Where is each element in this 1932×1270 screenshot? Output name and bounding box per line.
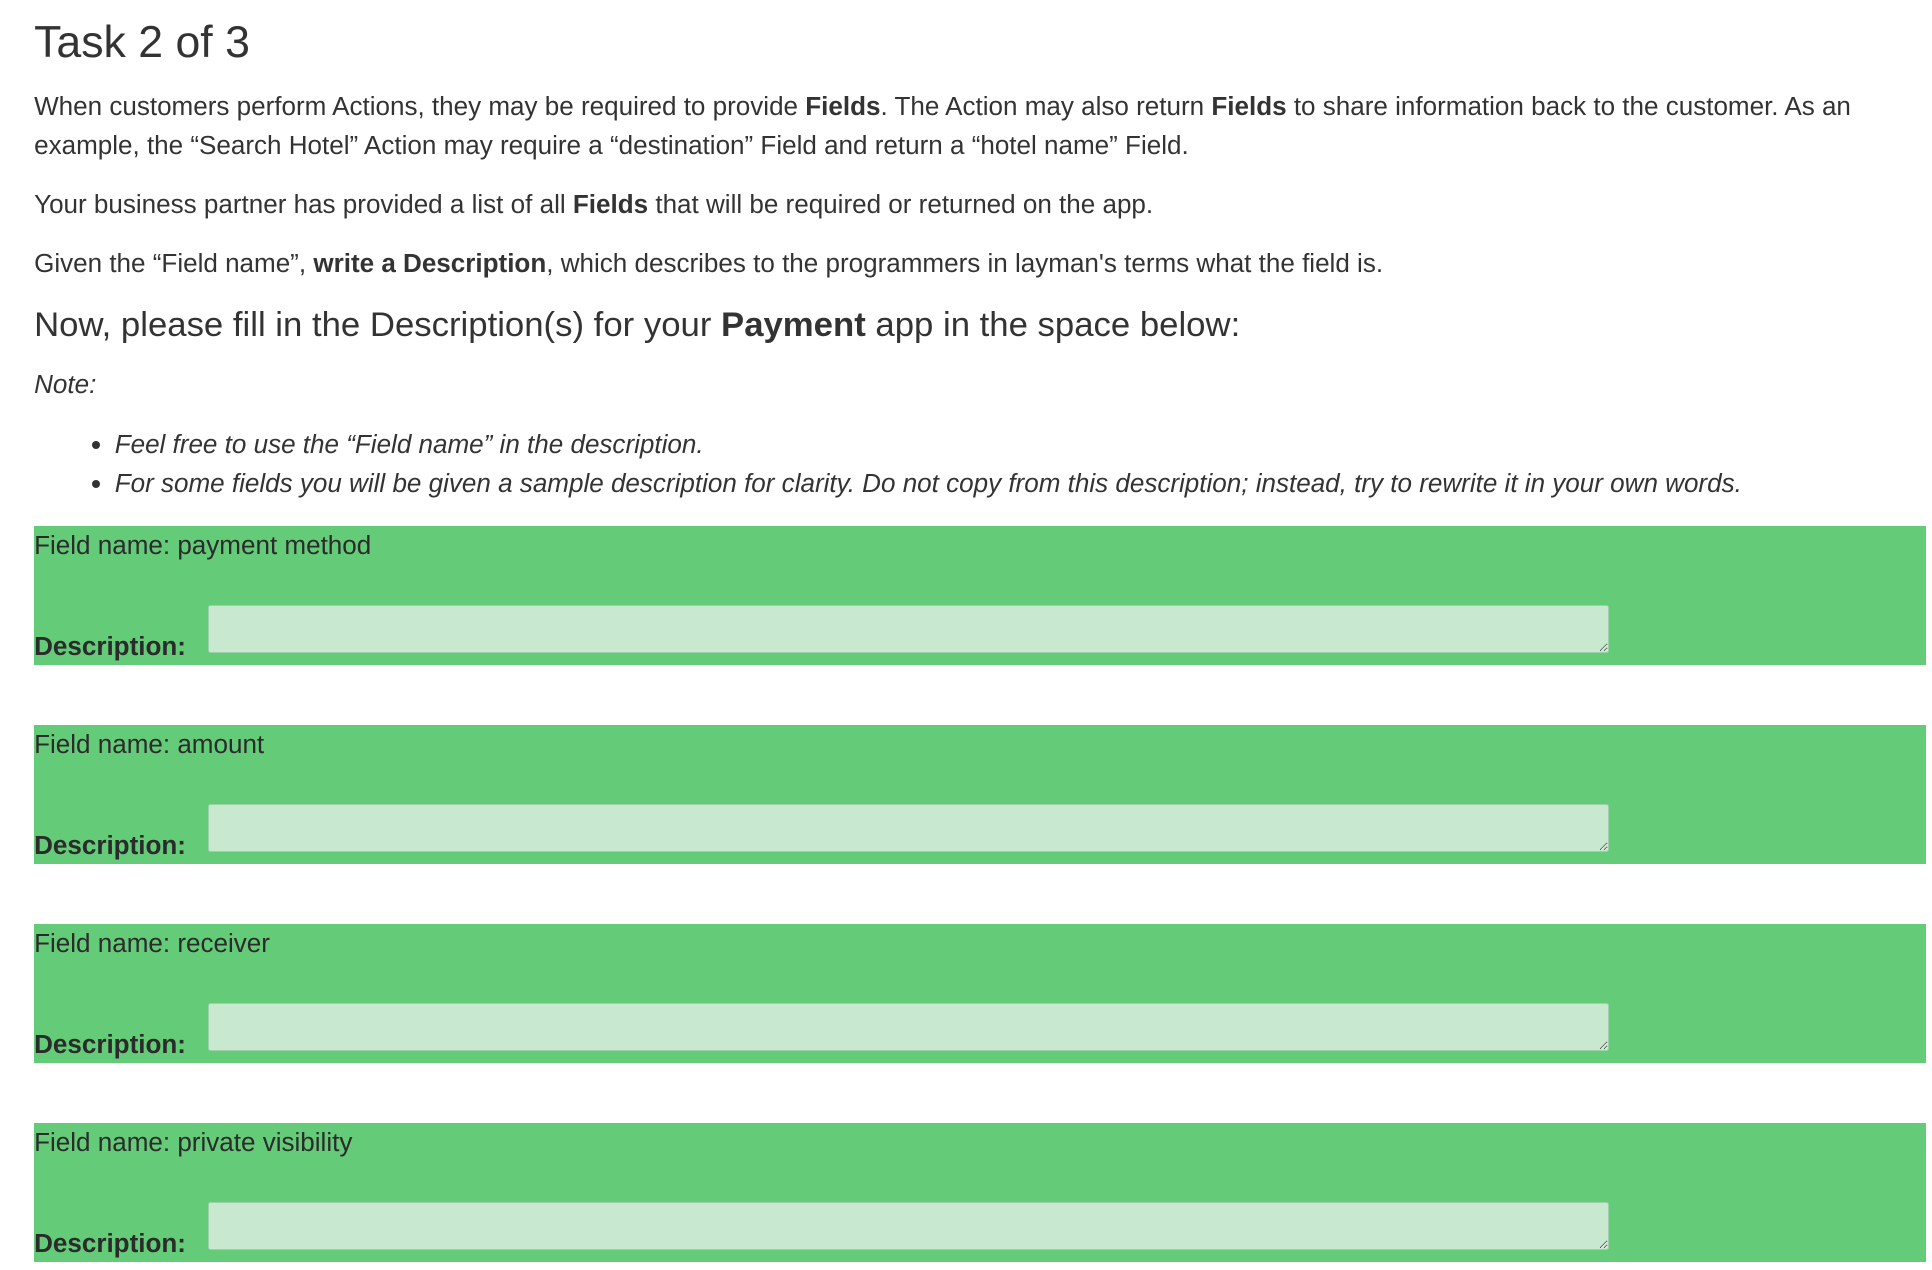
note-item: • Feel free to use the “Field name” in the description. [115,425,1927,464]
note-label: Note: [34,368,97,399]
field-name-label: Field name: amount [34,729,265,760]
field-block-payment-method [34,526,1926,666]
intro-bold: write a Description [313,247,547,278]
page-title: Task 2 of 3 [34,18,250,68]
intro-text: . The Action may also return [880,90,1212,121]
note-item: • For some fields you will be given a sample description for clarity. Do not copy from this description; instead, try to rewrite it in your own words. [115,464,1927,503]
intro-text: to share information back to the customer. As an example, the “Search Hotel” Action may require a “destination” Field and return a “hotel name” Field. [34,90,1851,160]
description-label: Description: [34,829,186,860]
field-name-label: Field name: payment method [34,530,372,561]
field-block-amount [34,725,1926,865]
instruction-heading [34,303,1926,348]
intro-bold: Fields [1211,90,1287,121]
intro-text: , which describes to the programmers in layman's terms what the field is. [546,247,1384,278]
intro-paragraph-2 [34,185,1926,224]
heading-text: Now, please fill in the Description(s) for your [34,305,722,344]
description-input-payment-method[interactable] [208,605,1609,653]
description-input-private-visibility[interactable] [208,1202,1609,1250]
task-content [34,0,1926,1270]
intro-bold: Fields [805,90,881,121]
description-input-receiver[interactable] [208,1003,1609,1051]
description-label: Description: [34,630,186,661]
intro-bold: Fields [572,188,649,219]
field-name-label: Field name: receiver [34,928,270,959]
field-block-private-visibility [34,1123,1926,1263]
notes-list [34,425,1926,503]
description-label: Description: [34,1028,186,1059]
intro-text: Given the “Field name”, [34,247,314,278]
intro-text: Your business partner has provided a list of all [34,188,573,219]
intro-text: When customers perform Actions, they may be required to provide [34,90,806,121]
field-name-label: Field name: private visibility [34,1127,353,1158]
app-name: Payment [721,305,866,344]
intro-paragraph-3 [34,244,1926,283]
field-block-receiver [34,924,1926,1064]
intro-paragraph-1 [34,87,1926,165]
heading-text: app in the space below: [865,305,1241,344]
description-input-amount[interactable] [208,804,1609,852]
intro-text: that will be required or returned on the app. [648,188,1154,219]
description-label: Description: [34,1227,186,1258]
